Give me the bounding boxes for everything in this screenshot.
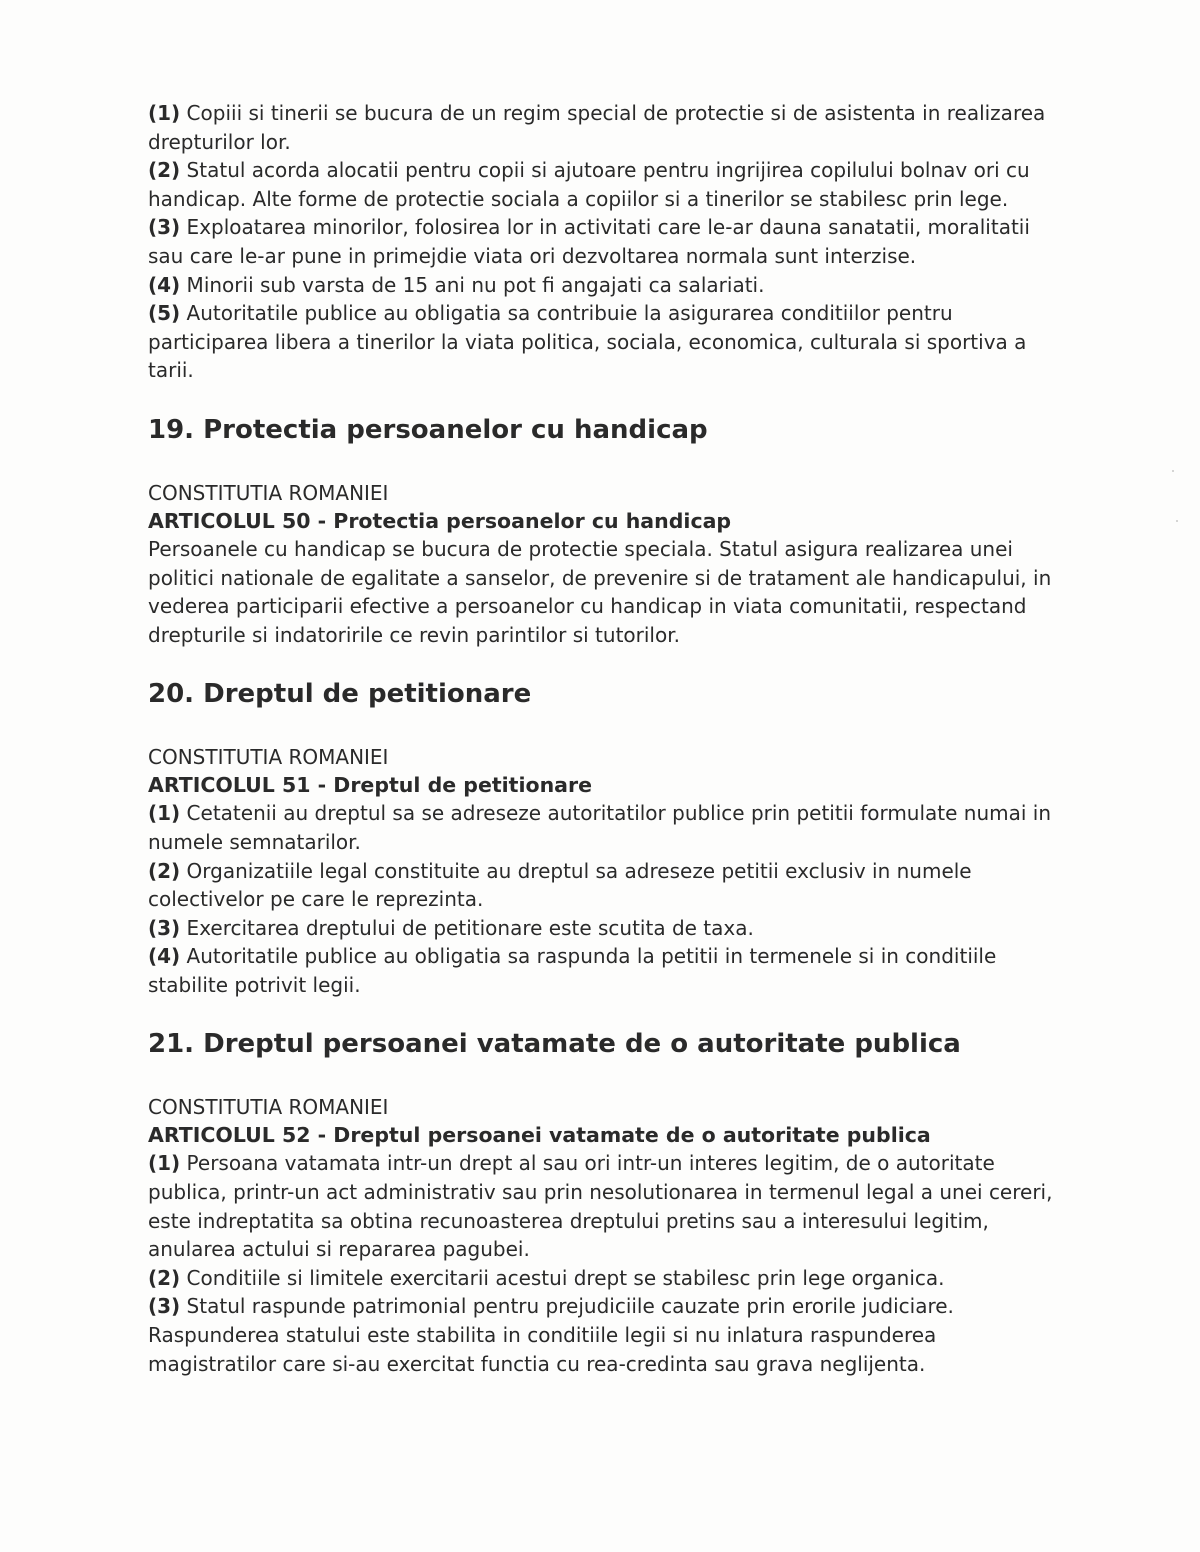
source-label: CONSTITUTIA ROMANIEI — [148, 1095, 389, 1120]
section-title: 20. Dreptul de petitionare — [148, 679, 532, 710]
paragraph-number: (3) — [148, 215, 181, 240]
paragraph — [148, 99, 1070, 156]
paragraph — [148, 1149, 1070, 1263]
article-title: ARTICOLUL 52 - Dreptul persoanei vatamate de o autoritate publica — [148, 1123, 931, 1148]
source-label: CONSTITUTIA ROMANIEI — [148, 480, 389, 505]
paragraph-number: (4) — [148, 272, 181, 297]
paragraph — [148, 1264, 1070, 1293]
paragraph-text: Statul acorda alocatii pentru copii si ajutoare pentru ingrijirea copilului bolnav ori cu handicap. Alte forme de protectie sociala a copiilor si a tinerilor se stabilesc prin lege. — [148, 158, 1030, 211]
paragraph-text: Cetatenii au dreptul sa se adreseze autoritatilor publice prin petitii formulate numai in numele semnatarilor. — [148, 801, 1052, 854]
paragraph — [148, 535, 1070, 649]
section-21 — [148, 1029, 1070, 1378]
paragraph-text: Persoanele cu handicap se bucura de protectie speciala. Statul asigura realizarea unei politici nationale de egalitate a sanselor, de prevenire si de tratament ale handicapului, in vederea participarii efective a persoanelor cu handicap in viata comunitatii, respectand drepturile si indatoririle ce revin parintilor si tutorilor. — [148, 536, 1052, 647]
scan-speck — [1172, 470, 1174, 472]
paragraph — [148, 914, 1070, 943]
scan-speck — [1176, 520, 1178, 522]
paragraph-number: (2) — [148, 158, 181, 183]
paragraph — [148, 156, 1070, 213]
section-title: 19. Protectia persoanelor cu handicap — [148, 414, 708, 445]
paragraph-number: (2) — [148, 1265, 181, 1290]
article-title: ARTICOLUL 50 - Protectia persoanelor cu handicap — [148, 508, 732, 533]
paragraph-text: Autoritatile publice au obligatia sa contribuie la asigurarea conditiilor pentru participarea libera a tinerilor la viata politica, sociala, economica, culturala si sportiva a tarii. — [148, 301, 1027, 383]
paragraph-number: (4) — [148, 944, 181, 969]
paragraph-number: (1) — [148, 801, 181, 826]
paragraph-text: Exploatarea minorilor, folosirea lor in activitati care le-ar dauna sanatatii, moralitatii sau care le-ar pune in primejdie viata ori dezvoltarea normala sunt interzise. — [148, 215, 1030, 268]
paragraph — [148, 299, 1070, 385]
paragraph — [148, 1292, 1070, 1378]
paragraph — [148, 213, 1070, 270]
section-title: 21. Dreptul persoanei vatamate de o autoritate publica — [148, 1029, 961, 1060]
paragraph-text: Autoritatile publice au obligatia sa raspunda la petitii in termenele si in conditiile stabilite potrivit legii. — [148, 944, 997, 997]
section-20 — [148, 679, 1070, 999]
paragraph-text: Exercitarea dreptului de petitionare este scutita de taxa. — [180, 915, 754, 940]
article-title: ARTICOLUL 51 - Dreptul de petitionare — [148, 773, 593, 798]
intro-paragraphs — [148, 99, 1070, 385]
paragraph-text: Organizatiile legal constituite au dreptul sa adreseze petitii exclusiv in numele colectivelor pe care le reprezinta. — [148, 858, 972, 912]
section-19 — [148, 415, 1070, 649]
paragraph-text: Copiii si tinerii se bucura de un regim special de protectie si de asistenta in realizarea drepturilor lor. — [148, 101, 1046, 154]
paragraph-number: (5) — [148, 301, 181, 326]
paragraph-text: Minorii sub varsta de 15 ani nu pot fi angajati ca salariati. — [180, 272, 765, 297]
paragraph-text: Statul raspunde patrimonial pentru prejudiciile cauzate prin erorile judiciare. Raspunderea statului este stabilita in conditiile legii si nu inlatura raspunderea magistratilor care si-au exercitat functia cu rea-credinta sau grava neglijenta. — [148, 1294, 954, 1376]
paragraph-text: Conditiile si limitele exercitarii acestui drept se stabilesc prin lege organica. — [180, 1265, 945, 1290]
paragraph — [148, 271, 1070, 300]
paragraph-text: Persoana vatamata intr-un drept al sau ori intr-un interes legitim, de o autoritate publica, printr-un act administrativ sau prin nesolutionarea in termenul legal a unei cereri, este indreptatita sa obtina recunoasterea dreptului pretins sau a interesului legitim, anularea actului si repararea pagubei. — [148, 1151, 1053, 1262]
paragraph — [148, 799, 1070, 856]
paragraph-number: (1) — [148, 101, 181, 125]
paragraph-number: (1) — [148, 1151, 181, 1176]
paragraph-number: (3) — [148, 1294, 181, 1319]
paragraph-number: (2) — [148, 858, 181, 883]
paragraph — [148, 857, 1070, 914]
paragraph — [148, 942, 1070, 999]
paragraph-number: (3) — [148, 915, 181, 940]
source-label: CONSTITUTIA ROMANIEI — [148, 745, 389, 770]
